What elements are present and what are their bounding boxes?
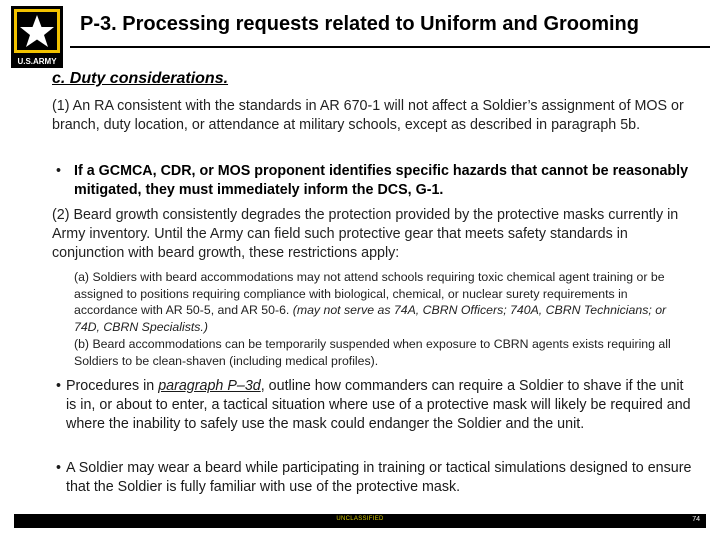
bullet-dot: • [56,460,62,476]
bullet-procedures-text [66,377,694,434]
bullet-hazards-text: If a GCMCA, CDR, or MOS proponent identifies specific hazards that cannot be reasonably mitigated, they must immediately inform the DCS, G-1. [74,163,689,198]
us-army-logo [11,6,63,68]
bullet-dot: • [56,163,62,179]
subparagraph-a-italic: (may not serve as 74A, CBRN Officers; 740A, CBRN Technicians; or 74D, CBRN Specialists.) [74,303,667,334]
paragraph-p3d-link[interactable]: paragraph P–3d [158,378,261,394]
bullet-procedures-post: , outline how commanders can require a Soldier to shave if the unit is in, or about to enter, a tactical situation where use of a protective mask will likely be required and where the inability to safely use the mask could endanger the Soldier and the unit. [66,378,691,432]
page-number: 74 [692,516,700,523]
subparagraph-a [74,269,684,335]
logo-text: U.S.ARMY [17,57,57,66]
paragraph-2: (2) Beard growth consistently degrades the protection provided by the protective masks currently in Army inventory. Until the Army can field such protective gear that meets safety standards in conjunction with beard growth, these restrictions apply: [52,207,679,261]
bullet-dot: • [56,378,62,394]
subparagraph-a-text: (a) Soldiers with beard accommodations may not attend schools requiring toxic chemical agent training or be assigned to positions requiring compliance with biological, chemical, or nuclear surety requirements in accordance with AR 50-5, and AR 50-6. [74,270,665,317]
bullet-training-text: A Soldier may wear a beard while participating in training or tactical simulations designed to ensure that the Soldier is fully familiar with use of the protective mask. [66,460,692,495]
classification-marking: UNCLASSIFIED [336,516,384,522]
paragraph-1: (1) An RA consistent with the standards in AR 670-1 will not affect a Soldier’s assignment of MOS or branch, duty location, or attendance at military schools, except as described in paragraph 5b. [52,98,684,133]
slide-title: P-3. Processing requests related to Uniform and Grooming [80,13,639,35]
subparagraph-b: (b) Beard accommodations can be temporarily suspended when exposure to CBRN agents exists requiring all Soldiers to be clean-shaven (including medical profiles). [74,337,671,368]
footer-bar [14,514,706,528]
title-divider [70,46,710,48]
section-heading: c. Duty considerations. [52,70,229,87]
bullet-procedures-pre: Procedures in [66,378,159,394]
